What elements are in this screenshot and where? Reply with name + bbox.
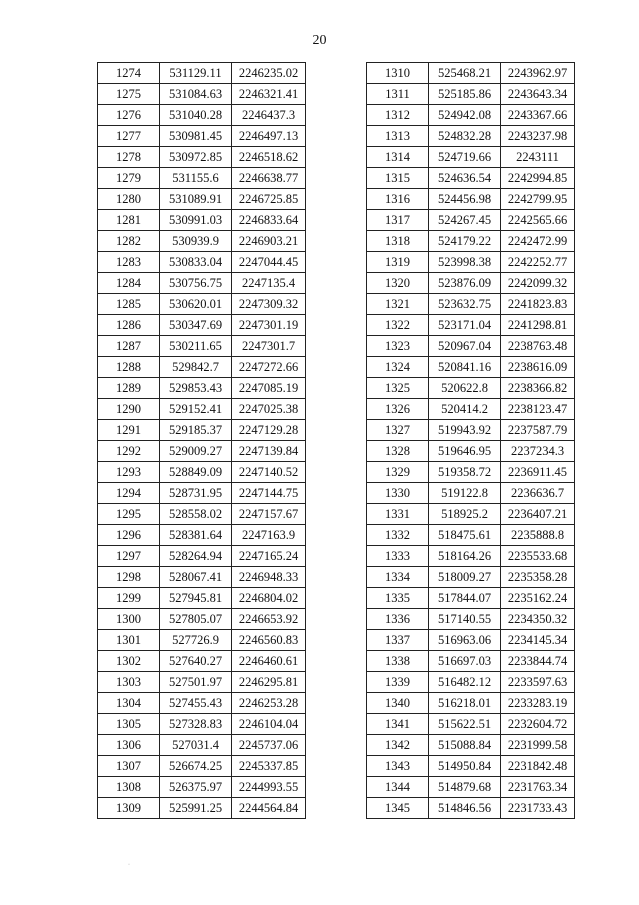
point-number-cell: 1314 <box>367 147 429 168</box>
y-coordinate-cell: 2238763.48 <box>501 336 575 357</box>
point-number-cell: 1323 <box>367 336 429 357</box>
y-coordinate-cell: 2247139.84 <box>232 441 306 462</box>
x-coordinate-cell: 524636.54 <box>429 168 501 189</box>
y-coordinate-cell: 2246497.13 <box>232 126 306 147</box>
point-number-cell: 1319 <box>367 252 429 273</box>
point-number-cell: 1290 <box>98 399 160 420</box>
x-coordinate-cell: 531084.63 <box>160 84 232 105</box>
y-coordinate-cell: 2242565.66 <box>501 210 575 231</box>
point-number-cell: 1316 <box>367 189 429 210</box>
point-number-cell: 1293 <box>98 462 160 483</box>
point-number-cell: 1297 <box>98 546 160 567</box>
y-coordinate-cell: 2247085.19 <box>232 378 306 399</box>
point-number-cell: 1315 <box>367 168 429 189</box>
x-coordinate-cell: 531040.28 <box>160 105 232 126</box>
table-row <box>367 147 575 168</box>
point-number-cell: 1326 <box>367 399 429 420</box>
x-coordinate-cell: 530347.69 <box>160 315 232 336</box>
y-coordinate-cell: 2231999.58 <box>501 735 575 756</box>
table-row <box>98 357 306 378</box>
y-coordinate-cell: 2233844.74 <box>501 651 575 672</box>
y-coordinate-cell: 2246235.02 <box>232 63 306 84</box>
x-coordinate-cell: 520967.04 <box>429 336 501 357</box>
table-row <box>367 756 575 777</box>
point-number-cell: 1336 <box>367 609 429 630</box>
point-number-cell: 1335 <box>367 588 429 609</box>
point-number-cell: 1278 <box>98 147 160 168</box>
y-coordinate-cell: 2247165.24 <box>232 546 306 567</box>
table-row <box>367 504 575 525</box>
table-row <box>367 252 575 273</box>
table-row <box>98 798 306 819</box>
x-coordinate-cell: 530620.01 <box>160 294 232 315</box>
y-coordinate-cell: 2238123.47 <box>501 399 575 420</box>
table-row <box>367 609 575 630</box>
point-number-cell: 1311 <box>367 84 429 105</box>
table-row <box>98 504 306 525</box>
x-coordinate-cell: 525468.21 <box>429 63 501 84</box>
x-coordinate-cell: 519943.92 <box>429 420 501 441</box>
table-row <box>98 294 306 315</box>
y-coordinate-cell: 2243237.98 <box>501 126 575 147</box>
x-coordinate-cell: 524267.45 <box>429 210 501 231</box>
y-coordinate-cell: 2243111 <box>501 147 575 168</box>
y-coordinate-cell: 2246295.81 <box>232 672 306 693</box>
table-row <box>98 63 306 84</box>
y-coordinate-cell: 2247025.38 <box>232 399 306 420</box>
x-coordinate-cell: 524832.28 <box>429 126 501 147</box>
y-coordinate-cell: 2247144.75 <box>232 483 306 504</box>
table-row <box>367 630 575 651</box>
y-coordinate-cell: 2246903.21 <box>232 231 306 252</box>
point-number-cell: 1302 <box>98 651 160 672</box>
x-coordinate-cell: 527726.9 <box>160 630 232 651</box>
table-row <box>367 777 575 798</box>
y-coordinate-cell: 2231763.34 <box>501 777 575 798</box>
table-row <box>367 336 575 357</box>
point-number-cell: 1331 <box>367 504 429 525</box>
x-coordinate-cell: 514950.84 <box>429 756 501 777</box>
point-number-cell: 1332 <box>367 525 429 546</box>
point-number-cell: 1337 <box>367 630 429 651</box>
x-coordinate-cell: 530981.45 <box>160 126 232 147</box>
y-coordinate-cell: 2235358.28 <box>501 567 575 588</box>
y-coordinate-cell: 2235888.8 <box>501 525 575 546</box>
x-coordinate-cell: 527031.4 <box>160 735 232 756</box>
table-row <box>367 357 575 378</box>
y-coordinate-cell: 2242099.32 <box>501 273 575 294</box>
y-coordinate-cell: 2231733.43 <box>501 798 575 819</box>
x-coordinate-cell: 529185.37 <box>160 420 232 441</box>
y-coordinate-cell: 2245337.85 <box>232 756 306 777</box>
point-number-cell: 1343 <box>367 756 429 777</box>
point-number-cell: 1285 <box>98 294 160 315</box>
table-row <box>367 378 575 399</box>
x-coordinate-cell: 519358.72 <box>429 462 501 483</box>
x-coordinate-cell: 530972.85 <box>160 147 232 168</box>
table-row <box>367 735 575 756</box>
y-coordinate-cell: 2242472.99 <box>501 231 575 252</box>
point-number-cell: 1277 <box>98 126 160 147</box>
table-row <box>98 378 306 399</box>
x-coordinate-cell: 527328.83 <box>160 714 232 735</box>
point-number-cell: 1288 <box>98 357 160 378</box>
x-coordinate-cell: 524942.08 <box>429 105 501 126</box>
x-coordinate-cell: 525185.86 <box>429 84 501 105</box>
y-coordinate-cell: 2246948.33 <box>232 567 306 588</box>
table-row <box>367 672 575 693</box>
x-coordinate-cell: 527455.43 <box>160 693 232 714</box>
y-coordinate-cell: 2237587.79 <box>501 420 575 441</box>
point-number-cell: 1274 <box>98 63 160 84</box>
table-row <box>367 462 575 483</box>
table-row <box>98 399 306 420</box>
point-number-cell: 1317 <box>367 210 429 231</box>
table-row <box>367 63 575 84</box>
table-row <box>98 336 306 357</box>
point-number-cell: 1324 <box>367 357 429 378</box>
table-row <box>98 189 306 210</box>
point-number-cell: 1327 <box>367 420 429 441</box>
table-row <box>367 273 575 294</box>
x-coordinate-cell: 526674.25 <box>160 756 232 777</box>
x-coordinate-cell: 525991.25 <box>160 798 232 819</box>
point-number-cell: 1286 <box>98 315 160 336</box>
y-coordinate-cell: 2242799.95 <box>501 189 575 210</box>
y-coordinate-cell: 2246833.64 <box>232 210 306 231</box>
y-coordinate-cell: 2246104.04 <box>232 714 306 735</box>
point-number-cell: 1325 <box>367 378 429 399</box>
table-row <box>98 441 306 462</box>
point-number-cell: 1333 <box>367 546 429 567</box>
y-coordinate-cell: 2243962.97 <box>501 63 575 84</box>
y-coordinate-cell: 2244993.55 <box>232 777 306 798</box>
x-coordinate-cell: 528067.41 <box>160 567 232 588</box>
y-coordinate-cell: 2235162.24 <box>501 588 575 609</box>
point-number-cell: 1279 <box>98 168 160 189</box>
table-row <box>367 399 575 420</box>
table-row <box>98 714 306 735</box>
table-row <box>367 483 575 504</box>
table-row <box>98 588 306 609</box>
point-number-cell: 1312 <box>367 105 429 126</box>
point-number-cell: 1289 <box>98 378 160 399</box>
point-number-cell: 1304 <box>98 693 160 714</box>
x-coordinate-cell: 520841.16 <box>429 357 501 378</box>
y-coordinate-cell: 2236911.45 <box>501 462 575 483</box>
point-number-cell: 1342 <box>367 735 429 756</box>
x-coordinate-cell: 526375.97 <box>160 777 232 798</box>
x-coordinate-cell: 517140.55 <box>429 609 501 630</box>
table-row <box>98 756 306 777</box>
y-coordinate-cell: 2243367.66 <box>501 105 575 126</box>
x-coordinate-cell: 531129.11 <box>160 63 232 84</box>
x-coordinate-cell: 523876.09 <box>429 273 501 294</box>
table-row <box>367 567 575 588</box>
table-row <box>367 84 575 105</box>
point-number-cell: 1313 <box>367 126 429 147</box>
table-row <box>367 420 575 441</box>
table-row <box>98 147 306 168</box>
point-number-cell: 1320 <box>367 273 429 294</box>
table-row <box>98 651 306 672</box>
y-coordinate-cell: 2237234.3 <box>501 441 575 462</box>
table-row <box>98 630 306 651</box>
y-coordinate-cell: 2247272.66 <box>232 357 306 378</box>
table-row <box>367 714 575 735</box>
table-row <box>98 777 306 798</box>
point-number-cell: 1275 <box>98 84 160 105</box>
x-coordinate-cell: 518475.61 <box>429 525 501 546</box>
table-row <box>367 525 575 546</box>
table-row <box>98 315 306 336</box>
table-row <box>98 546 306 567</box>
x-coordinate-cell: 516218.01 <box>429 693 501 714</box>
table-row <box>98 168 306 189</box>
point-number-cell: 1307 <box>98 756 160 777</box>
table-row <box>98 567 306 588</box>
footer-mark: · <box>128 862 130 868</box>
y-coordinate-cell: 2235533.68 <box>501 546 575 567</box>
point-number-cell: 1298 <box>98 567 160 588</box>
y-coordinate-cell: 2247301.19 <box>232 315 306 336</box>
x-coordinate-cell: 530211.65 <box>160 336 232 357</box>
point-number-cell: 1295 <box>98 504 160 525</box>
x-coordinate-cell: 523632.75 <box>429 294 501 315</box>
point-number-cell: 1284 <box>98 273 160 294</box>
y-coordinate-cell: 2236636.7 <box>501 483 575 504</box>
x-coordinate-cell: 516697.03 <box>429 651 501 672</box>
y-coordinate-cell: 2241823.83 <box>501 294 575 315</box>
table-row <box>367 126 575 147</box>
point-number-cell: 1308 <box>98 777 160 798</box>
table-row <box>98 252 306 273</box>
y-coordinate-cell: 2236407.21 <box>501 504 575 525</box>
point-number-cell: 1339 <box>367 672 429 693</box>
point-number-cell: 1330 <box>367 483 429 504</box>
x-coordinate-cell: 519646.95 <box>429 441 501 462</box>
point-number-cell: 1300 <box>98 609 160 630</box>
y-coordinate-cell: 2247309.32 <box>232 294 306 315</box>
point-number-cell: 1338 <box>367 651 429 672</box>
y-coordinate-cell: 2247163.9 <box>232 525 306 546</box>
point-number-cell: 1301 <box>98 630 160 651</box>
point-number-cell: 1282 <box>98 231 160 252</box>
x-coordinate-cell: 527805.07 <box>160 609 232 630</box>
table-row <box>98 210 306 231</box>
point-number-cell: 1299 <box>98 588 160 609</box>
table-row <box>98 84 306 105</box>
point-number-cell: 1322 <box>367 315 429 336</box>
point-number-cell: 1321 <box>367 294 429 315</box>
y-coordinate-cell: 2243643.34 <box>501 84 575 105</box>
y-coordinate-cell: 2246638.77 <box>232 168 306 189</box>
x-coordinate-cell: 515088.84 <box>429 735 501 756</box>
y-coordinate-cell: 2242252.77 <box>501 252 575 273</box>
y-coordinate-cell: 2247044.45 <box>232 252 306 273</box>
table-row <box>98 672 306 693</box>
table-row <box>367 693 575 714</box>
point-number-cell: 1291 <box>98 420 160 441</box>
table-row <box>98 483 306 504</box>
x-coordinate-cell: 529853.43 <box>160 378 232 399</box>
table-row <box>98 609 306 630</box>
y-coordinate-cell: 2231842.48 <box>501 756 575 777</box>
x-coordinate-cell: 528558.02 <box>160 504 232 525</box>
table-row <box>367 651 575 672</box>
y-coordinate-cell: 2247129.28 <box>232 420 306 441</box>
table-row <box>98 273 306 294</box>
y-coordinate-cell: 2246560.83 <box>232 630 306 651</box>
point-number-cell: 1306 <box>98 735 160 756</box>
point-number-cell: 1309 <box>98 798 160 819</box>
point-number-cell: 1334 <box>367 567 429 588</box>
y-coordinate-cell: 2233597.63 <box>501 672 575 693</box>
x-coordinate-cell: 528849.09 <box>160 462 232 483</box>
point-number-cell: 1345 <box>367 798 429 819</box>
x-coordinate-cell: 529842.7 <box>160 357 232 378</box>
table-row <box>367 168 575 189</box>
table-row <box>98 462 306 483</box>
table-row <box>367 105 575 126</box>
x-coordinate-cell: 524719.66 <box>429 147 501 168</box>
y-coordinate-cell: 2246321.41 <box>232 84 306 105</box>
table-row <box>98 105 306 126</box>
y-coordinate-cell: 2234350.32 <box>501 609 575 630</box>
x-coordinate-cell: 531089.91 <box>160 189 232 210</box>
x-coordinate-cell: 527501.97 <box>160 672 232 693</box>
x-coordinate-cell: 517844.07 <box>429 588 501 609</box>
x-coordinate-cell: 518925.2 <box>429 504 501 525</box>
table-row <box>98 525 306 546</box>
x-coordinate-cell: 530756.75 <box>160 273 232 294</box>
y-coordinate-cell: 2234145.34 <box>501 630 575 651</box>
point-number-cell: 1341 <box>367 714 429 735</box>
table-row <box>367 210 575 231</box>
y-coordinate-cell: 2244564.84 <box>232 798 306 819</box>
point-number-cell: 1318 <box>367 231 429 252</box>
point-number-cell: 1287 <box>98 336 160 357</box>
y-coordinate-cell: 2245737.06 <box>232 735 306 756</box>
point-number-cell: 1305 <box>98 714 160 735</box>
point-number-cell: 1292 <box>98 441 160 462</box>
x-coordinate-cell: 514879.68 <box>429 777 501 798</box>
x-coordinate-cell: 516963.06 <box>429 630 501 651</box>
table-row <box>98 693 306 714</box>
x-coordinate-cell: 527945.81 <box>160 588 232 609</box>
y-coordinate-cell: 2247140.52 <box>232 462 306 483</box>
point-number-cell: 1276 <box>98 105 160 126</box>
x-coordinate-cell: 530991.03 <box>160 210 232 231</box>
x-coordinate-cell: 514846.56 <box>429 798 501 819</box>
x-coordinate-cell: 523171.04 <box>429 315 501 336</box>
x-coordinate-cell: 515622.51 <box>429 714 501 735</box>
point-number-cell: 1310 <box>367 63 429 84</box>
x-coordinate-cell: 527640.27 <box>160 651 232 672</box>
table-row <box>367 231 575 252</box>
x-coordinate-cell: 519122.8 <box>429 483 501 504</box>
y-coordinate-cell: 2241298.81 <box>501 315 575 336</box>
point-number-cell: 1281 <box>98 210 160 231</box>
y-coordinate-cell: 2246518.62 <box>232 147 306 168</box>
y-coordinate-cell: 2247301.7 <box>232 336 306 357</box>
x-coordinate-cell: 531155.6 <box>160 168 232 189</box>
table-row <box>367 588 575 609</box>
x-coordinate-cell: 528381.64 <box>160 525 232 546</box>
y-coordinate-cell: 2246253.28 <box>232 693 306 714</box>
x-coordinate-cell: 523998.38 <box>429 252 501 273</box>
x-coordinate-cell: 528731.95 <box>160 483 232 504</box>
y-coordinate-cell: 2246437.3 <box>232 105 306 126</box>
x-coordinate-cell: 520414.2 <box>429 399 501 420</box>
y-coordinate-cell: 2238366.82 <box>501 378 575 399</box>
table-row <box>367 798 575 819</box>
y-coordinate-cell: 2232604.72 <box>501 714 575 735</box>
point-number-cell: 1303 <box>98 672 160 693</box>
x-coordinate-cell: 528264.94 <box>160 546 232 567</box>
y-coordinate-cell: 2246725.85 <box>232 189 306 210</box>
x-coordinate-cell: 524456.98 <box>429 189 501 210</box>
point-number-cell: 1340 <box>367 693 429 714</box>
table-row <box>367 294 575 315</box>
x-coordinate-cell: 520622.8 <box>429 378 501 399</box>
y-coordinate-cell: 2246460.61 <box>232 651 306 672</box>
table-row <box>98 420 306 441</box>
point-number-cell: 1328 <box>367 441 429 462</box>
table-row <box>367 546 575 567</box>
y-coordinate-cell: 2247157.67 <box>232 504 306 525</box>
x-coordinate-cell: 518164.26 <box>429 546 501 567</box>
x-coordinate-cell: 529009.27 <box>160 441 232 462</box>
table-row <box>367 441 575 462</box>
y-coordinate-cell: 2242994.85 <box>501 168 575 189</box>
table-row <box>98 735 306 756</box>
table-row <box>98 126 306 147</box>
point-number-cell: 1329 <box>367 462 429 483</box>
y-coordinate-cell: 2246804.02 <box>232 588 306 609</box>
y-coordinate-cell: 2238616.09 <box>501 357 575 378</box>
point-number-cell: 1344 <box>367 777 429 798</box>
table-row <box>367 189 575 210</box>
y-coordinate-cell: 2246653.92 <box>232 609 306 630</box>
table-row <box>98 231 306 252</box>
point-number-cell: 1283 <box>98 252 160 273</box>
x-coordinate-cell: 516482.12 <box>429 672 501 693</box>
table-row <box>367 315 575 336</box>
point-number-cell: 1294 <box>98 483 160 504</box>
page-number: 20 <box>312 33 327 48</box>
x-coordinate-cell: 529152.41 <box>160 399 232 420</box>
y-coordinate-cell: 2233283.19 <box>501 693 575 714</box>
coordinates-table-left <box>97 62 306 819</box>
x-coordinate-cell: 518009.27 <box>429 567 501 588</box>
x-coordinate-cell: 530939.9 <box>160 231 232 252</box>
x-coordinate-cell: 530833.04 <box>160 252 232 273</box>
x-coordinate-cell: 524179.22 <box>429 231 501 252</box>
y-coordinate-cell: 2247135.4 <box>232 273 306 294</box>
coordinates-table-right <box>366 62 575 819</box>
point-number-cell: 1280 <box>98 189 160 210</box>
point-number-cell: 1296 <box>98 525 160 546</box>
